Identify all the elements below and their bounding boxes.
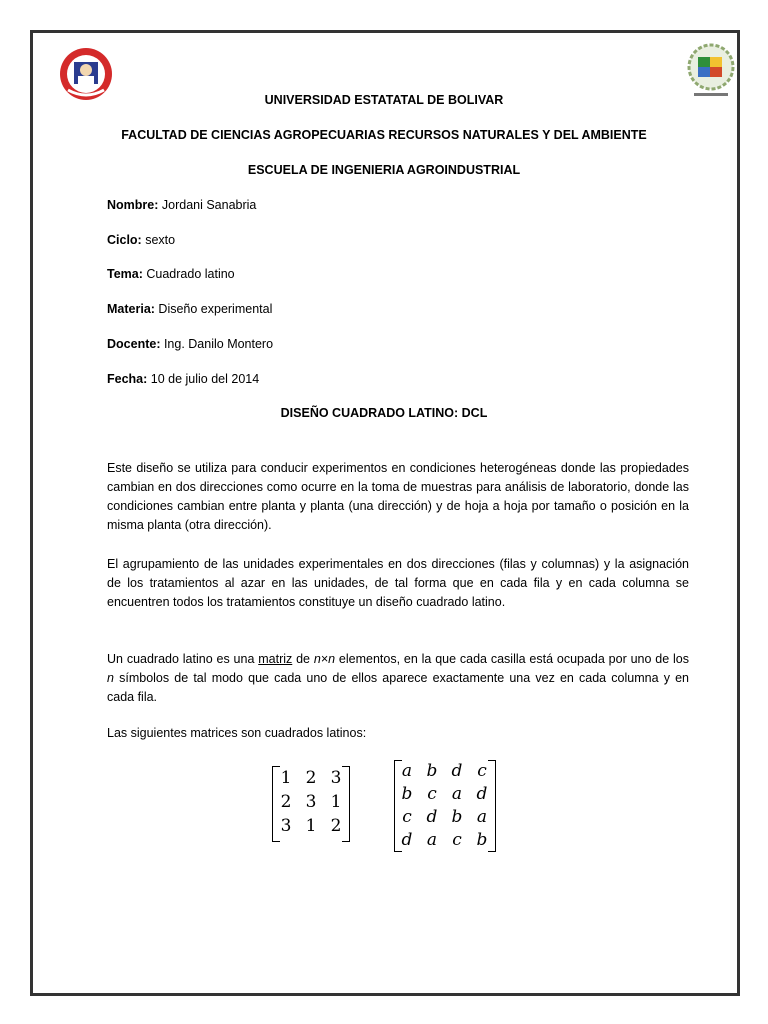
matrix-cell: d xyxy=(401,830,413,850)
university-title: UNIVERSIDAD ESTATATAL DE BOLIVAR xyxy=(264,93,504,107)
matrix-cell: 2 xyxy=(305,768,317,788)
matrix-cell: a xyxy=(426,830,438,850)
matrix-cell: 1 xyxy=(330,792,342,812)
matrix-cell: c xyxy=(402,807,412,827)
matrix-cell: c xyxy=(452,830,462,850)
matrix-cell: b xyxy=(401,784,413,804)
matrix-cell: b xyxy=(476,830,488,850)
paragraph-definition: Un cuadrado latino es una matriz de n×n elementos, en la que cada casilla está ocupada por uno de los n símbolos de tal modo que cada uno de ellos aparece exactamente una vez en cada columna y en cada fila. xyxy=(107,652,689,704)
matrix-cell: 3 xyxy=(305,792,317,812)
matrix-cell: c xyxy=(477,761,487,781)
matrix-cell: a xyxy=(476,807,488,827)
matrix-cell: 2 xyxy=(330,816,342,836)
matrix-cell: d xyxy=(426,807,438,827)
field-tema: Tema: Cuadrado latino xyxy=(107,267,235,281)
paragraph-examples: Las siguientes matrices son cuadrados latinos: xyxy=(107,726,367,740)
paragraph-intro: Este diseño se utiliza para conducir experimentos en condiciones heterogéneas donde las propiedades cambian en dos direcciones como ocurre en la toma de muestras para análisis de laboratorio, donde las condiciones cambian entre planta y planta (una dirección) y de hoja a hoja por tamaño o posición en la misma planta (otra dirección). xyxy=(107,461,689,532)
matrix-cell: d xyxy=(451,761,463,781)
matrix-cell: 1 xyxy=(305,816,317,836)
section-title: DISEÑO CUADRADO LATINO: DCL xyxy=(280,406,488,420)
paragraph-grouping: El agrupamiento de las unidades experimentales en dos direcciones (filas y columnas) y la asignación de los tratamientos al azar en las unidades, de tal forma que en cada fila y en cada columna se encuentren todos los tratamientos constituye un diseño cuadrado latino. xyxy=(107,557,689,609)
matrix-cell: b xyxy=(451,807,463,827)
matrix-cell: 2 xyxy=(280,792,292,812)
matrix-cell: a xyxy=(401,761,413,781)
matrix-cell: c xyxy=(427,784,437,804)
faculty-title: FACULTAD DE CIENCIAS AGROPECUARIAS RECURSOS NATURALES Y DEL AMBIENTE xyxy=(121,128,647,142)
matrix-cell: 1 xyxy=(280,768,292,788)
matrix-cell: a xyxy=(451,784,463,804)
matrix-cell: 3 xyxy=(330,768,342,788)
matrix-3x3 xyxy=(272,766,350,842)
school-title: ESCUELA DE INGENIERIA AGROINDUSTRIAL xyxy=(247,163,521,177)
field-nombre: Nombre: Jordani Sanabria xyxy=(107,198,257,212)
matriz-link[interactable]: matriz xyxy=(258,652,293,666)
field-fecha: Fecha: 10 de julio del 2014 xyxy=(107,372,260,386)
field-ciclo: Ciclo: sexto xyxy=(107,233,176,247)
matrix-cell: 3 xyxy=(280,816,292,836)
matrix-cell: d xyxy=(476,784,488,804)
matrix-4x4 xyxy=(394,760,496,852)
matrix-cell: b xyxy=(426,761,438,781)
field-materia: Materia: Diseño experimental xyxy=(107,302,273,316)
field-docente: Docente: Ing. Danilo Montero xyxy=(107,337,274,351)
